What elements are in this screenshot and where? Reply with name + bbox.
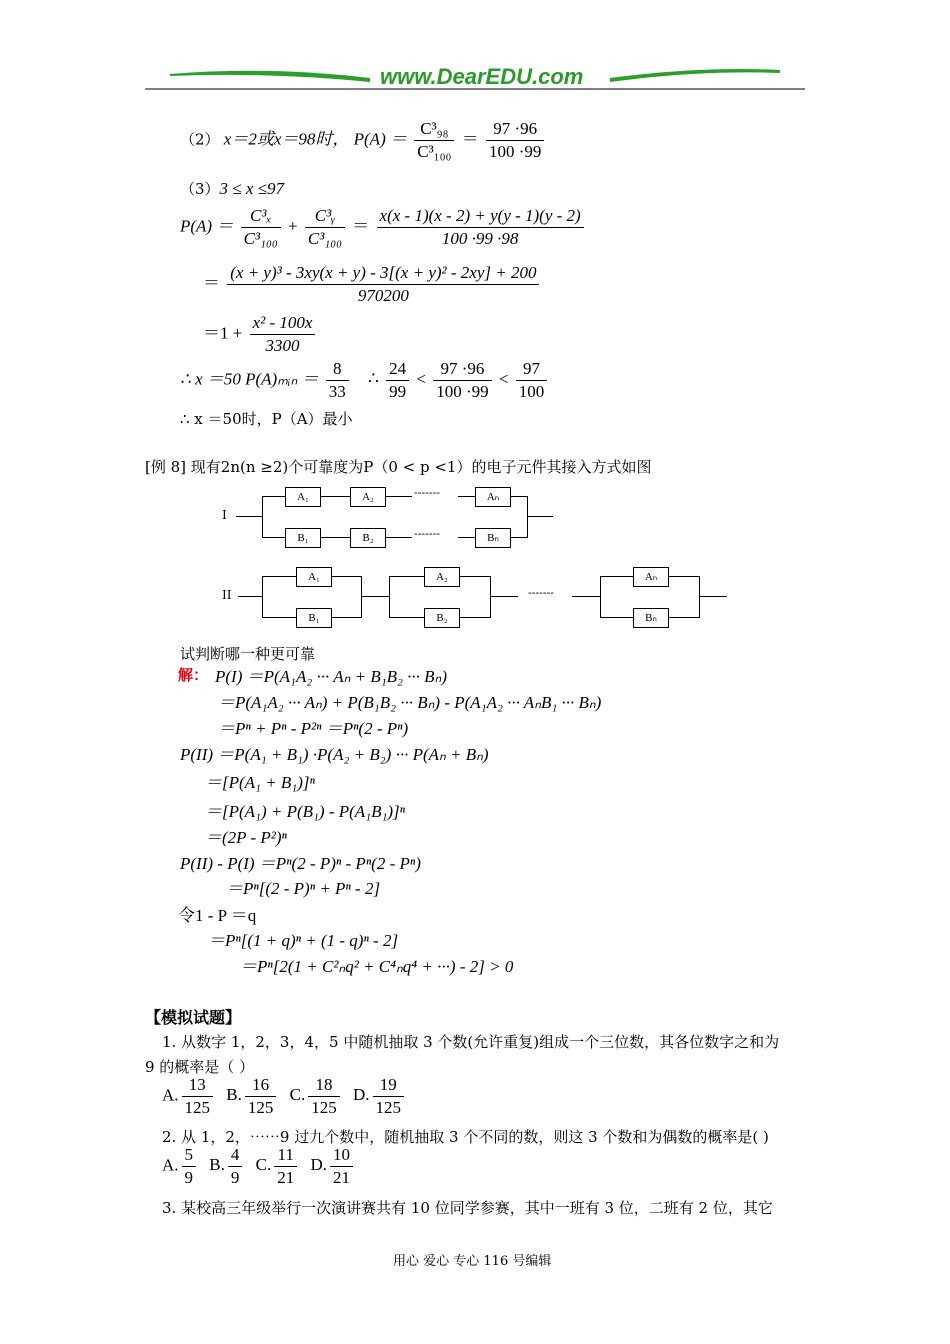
part2-frac1: $\frac{\text{C³₉₈}}{\text{C³₁₀₀}}$ (414, 118, 454, 163)
part2-frac2: $\frac{97 \cdot 96}{100 \cdot 99}$ (486, 118, 544, 163)
q3-text: 3. 某校高三年级举行一次演讲赛共有 10 位同学参赛，其中一班有 3 位，二班有 2 位，其它 (162, 1199, 773, 1217)
solution-line-12: ＝Pⁿ[2(1 + C²ₙq² + C⁴ₙq⁴ + ···) - 2] > 0 (240, 957, 514, 976)
circuit-II-dashes: ------- (528, 586, 555, 599)
part3-line3: ＝1 + $\frac{\text{x² - 100x}}{3300}$ (203, 312, 318, 357)
part3-line2: ＝ $\frac{\text{(x + y)³ - 3xy(x + y) - 3[(x + y)² - 2xy] + 200}}{970200}$ (203, 262, 542, 307)
example8-question: 试判断哪一种更可靠 (180, 645, 316, 663)
example8-statement: [例 8] 现有2n(n ≥2)个可靠度为P（0 < p <1）的电子元件其接入方式如图 (145, 458, 652, 476)
box-I-B2: B₂ (350, 528, 386, 548)
box-II-B1: B₁ (296, 608, 332, 628)
box-II-A1: A₁ (296, 567, 332, 587)
q2-options: A. $\frac{5}{9}$ B. $\frac{4}{9}$ C. $\frac{11}{21}$ D. $\frac{10}{21}$ (162, 1144, 356, 1189)
q2-text: 2. 从 1，2，⋯⋯9 过九个数中，随机抽取 3 个不同的数，则这 3 个数和为偶数的概率是( ) (162, 1128, 769, 1146)
box-I-A2: A₂ (350, 487, 386, 507)
solution-line-1: P(I) ＝P(A₁A₂ ··· Aₙ + B₁B₂ ··· Bₙ) (215, 667, 447, 686)
q1-options: A. $\frac{13}{125}$ B. $\frac{16}{125}$ C. $\frac{18}{125}$ D. $\frac{19}{125}$ (162, 1074, 407, 1119)
q1-text-line1: 1. 从数字 1，2，3，4，5 中随机抽取 3 个数(允许重复)组成一个三位数，其各位数字之和为 (162, 1033, 780, 1051)
box-II-B2: B₂ (424, 608, 460, 628)
box-I-An: Aₙ (475, 487, 511, 507)
solution-line-2: ＝P(A₁A₂ ··· Aₙ) + P(B₁B₂ ··· Bₙ) - P(A₁A₂ ··· AₙB₁ ··· Bₙ) (218, 693, 602, 712)
circuit-I-bottom-dashes: ------- (414, 527, 441, 540)
solution-line-3: ＝Pⁿ + Pⁿ - P²ⁿ ＝Pⁿ(2 - Pⁿ) (218, 719, 409, 738)
part3-label: （3）3 ≤ x ≤97 (180, 179, 285, 198)
solution-line-11: ＝Pⁿ[(1 + q)ⁿ + (1 - q)ⁿ - 2] (208, 931, 399, 950)
practice-heading: 【模拟试题】 (145, 1008, 242, 1027)
box-II-A2: A₂ (424, 567, 460, 587)
answer-label: 解： (178, 666, 209, 684)
circuit-II-label: II (222, 588, 232, 602)
header-logo (140, 62, 810, 92)
box-I-A1: A₁ (285, 487, 321, 507)
solution-line-4: P(II) ＝P(A₁ + B₁) ·P(A₂ + B₂) ··· P(Aₙ + Bₙ) (180, 745, 489, 764)
solution-line-10: 令1 - P ＝q (178, 906, 257, 925)
solution-line-8: P(II) - P(I) ＝Pⁿ(2 - P)ⁿ - Pⁿ(2 - Pⁿ) (180, 854, 421, 873)
solution-line-7: ＝(2P - P²)ⁿ (205, 828, 287, 847)
solution-line-6: ＝[P(A₁) + P(B₁) - P(A₁B₁)]ⁿ (205, 802, 406, 821)
box-II-An: Aₙ (633, 567, 669, 587)
circuit-I-label: I (222, 508, 227, 522)
box-I-B1: B₁ (285, 528, 321, 548)
circuit-I-top-dashes: ------- (414, 486, 441, 499)
part2-line: （2） x＝2或x＝98时， P(A) ＝ $\frac{\text{C³₉₈}}{\text{C³₁₀₀}}$ ＝ $\frac{97 \cdot 96}{100 \cdot 99}$ (180, 118, 547, 163)
part3-line5: ∴ x ＝50时，P（A）最小 (180, 410, 353, 428)
q1-text-line2: 9 的概率是（ ） (145, 1058, 255, 1076)
solution-line-5: ＝[P(A₁ + B₁)]ⁿ (205, 773, 315, 792)
part3-line4: ∴ x ＝50 P(A)ₘᵢₙ ＝ $\frac{8}{33}$ ∴ $\frac{24}{99}$ < $\frac{97 \cdot 96}{100 \cdot 99}$ < $\frac{97}{100}$ (180, 358, 550, 403)
box-I-Bn: Bₙ (475, 528, 511, 548)
page-footer: 用心 爱心 专心 116 号编辑 (393, 1254, 552, 1269)
solution-line-9: ＝Pⁿ[(2 - P)ⁿ + Pⁿ - 2] (226, 879, 381, 898)
part3-line1: P(A) ＝ $\frac{\text{C³ₓ}}{\text{C³₁₀₀}}$ + $\frac{\text{C³ᵧ}}{\text{C³₁₀₀}}$ ＝ $\frac{x(x - 1)(x - 2) + y(y - 1)(y - 2)}{100 \cdot 99 \cdot 98}$ (180, 205, 587, 250)
site-logo-text: www.DearEDU.com (380, 64, 584, 89)
box-II-Bn: Bₙ (633, 608, 669, 628)
